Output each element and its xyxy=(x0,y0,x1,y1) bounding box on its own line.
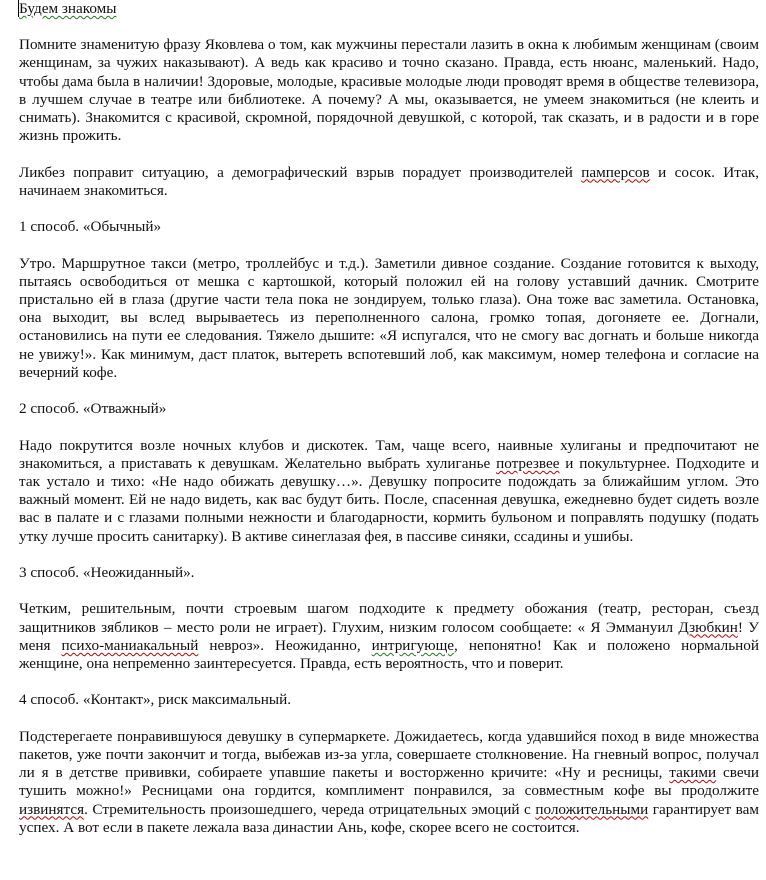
misspelled-word[interactable]: такими xyxy=(669,764,717,782)
method1-paragraph: Утро. Маршрутное такси (метро, троллейбус и т.д.). Заметили дивное создание. Создание готовится к выходу, пытаясь освободиться от мешка с картошкой, который положил ей на голову уставший дачник. Смотрите пристально ей в глаза (другие части тела пока не зондируем, только глаза). Она тоже вас заметила. Остановка, она выходит, вы вслед вырываетесь из переполненного салона, громко топая, догоняете ее. Догнали, остановились на пути ее следования. Тяжело дышите: «Я испугался, что не смогу вас догнать и больше никогда не увижу!». Как минимум, даст платок, вытереть вспотевший лоб, как максимум, номер телефона и согласие на вечерний кофе. xyxy=(19,254,759,381)
misspelled-word[interactable]: психо-маниакальный xyxy=(61,636,199,654)
method3-paragraph: Четким, решительным, почти строевым шагом подходите к предмету обожания (театр, ресторан, съезд защитников зябликов – место роли не играет). Глухим, низким голосом сообщаете: « Я Эммануил Дзюбкин! У меня психо-маниакальный невроз». Неожиданно, интригующе, непонятно! Как и положено нормальной женщине, она непременно заинтересуется. Правда, есть вероятность, что и поверит. xyxy=(19,600,759,672)
misspelled-word[interactable]: извинятся xyxy=(19,800,85,818)
misspelled-word[interactable]: потрезвее xyxy=(496,454,560,472)
document-title xyxy=(19,0,759,18)
method4-paragraph: Подстерегаете понравившуюся девушку в супермаркете. Дожидаетесь, когда удавшийся поход в виде множества пакетов, уже почти закончит и тогда, выбежав из-за угла, совершаете столкновение. На гневный вопрос, получал ли я в детстве прививки, собираете упавшие пакеты и восторженно кричите: «Ну и ресницы, такими свечи тушить можно!» Ресницами она гордится, комплимент понравился, за совместным кофе вы продолжите извинятся. Стремительность произошедшего, череда отрицательных эмоций с положительными гарантирует вам успех. А вот если в пакете лежала ваза династии Ань, кофе, скорее всего не состоится. xyxy=(19,727,759,836)
intro-paragraph-2: Ликбез поправит ситуацию, а демографический взрыв порадует производителей памперсов и сосок. Итак, начинаем знакомиться. xyxy=(19,163,759,199)
method3-heading: 3 способ. «Неожиданный». xyxy=(19,563,195,581)
method2-heading: 2 способ. «Отважный» xyxy=(19,400,167,418)
method4-heading: 4 способ. «Контакт», риск максимальный. xyxy=(19,691,292,709)
grammar-flagged-word[interactable]: интригующе xyxy=(371,636,455,654)
method2-paragraph: Надо покрутится возле ночных клубов и дискотек. Там, чаще всего, наивные хулиганы и предпочитают не знакомиться, а приставать к девушкам. Желательно выбрать хулиганье потрезвее и покультурнее. Подходите и так устало и тихо: «Не надо обижать девушку…». Девушку попросите подождать за ближайшим углом. Это важный момент. Ей не надо видеть, как вас будут бить. После, спасенная девушка, ежедневно будет сидеть возле вас в палате и с глазами полными нежности и благодарности, кормить бульоном и поправлять подушку (подать утку лучше просить санитарку). В активе синеглазая фея, в пассиве синяки, ссадины и ушибы. xyxy=(19,436,760,545)
misspelled-word[interactable]: Дзюбкин xyxy=(678,618,738,636)
document-body[interactable] xyxy=(19,0,759,837)
misspelled-word[interactable]: памперсов xyxy=(581,163,650,181)
title-text: Будем знакомы xyxy=(19,0,117,17)
intro-paragraph-1: Помните знаменитую фразу Яковлева о том, как мужчины перестали лазить в окна к любимым женщинам (своим женщинам, за чужих наказывают). А ведь как красиво и точно сказано. Правда, есть нюанс, маленький. Надо, чтобы дама была в наличии! Здоровые, молодые, красивые молодые люди проводят время в обществе телевизора, в лучшем случае в театре или библиотеке. А почему? А мы, оказывается, не умеем знакомиться (не клеить и снимать). Знакомится с красивой, скромной, порядочной девушкой, с которой, так сказать, и в радости и в горе жизнь прожить. xyxy=(19,36,759,145)
misspelled-word[interactable]: положительными xyxy=(535,800,649,818)
method1-heading: 1 способ. «Обычный» xyxy=(19,218,162,236)
